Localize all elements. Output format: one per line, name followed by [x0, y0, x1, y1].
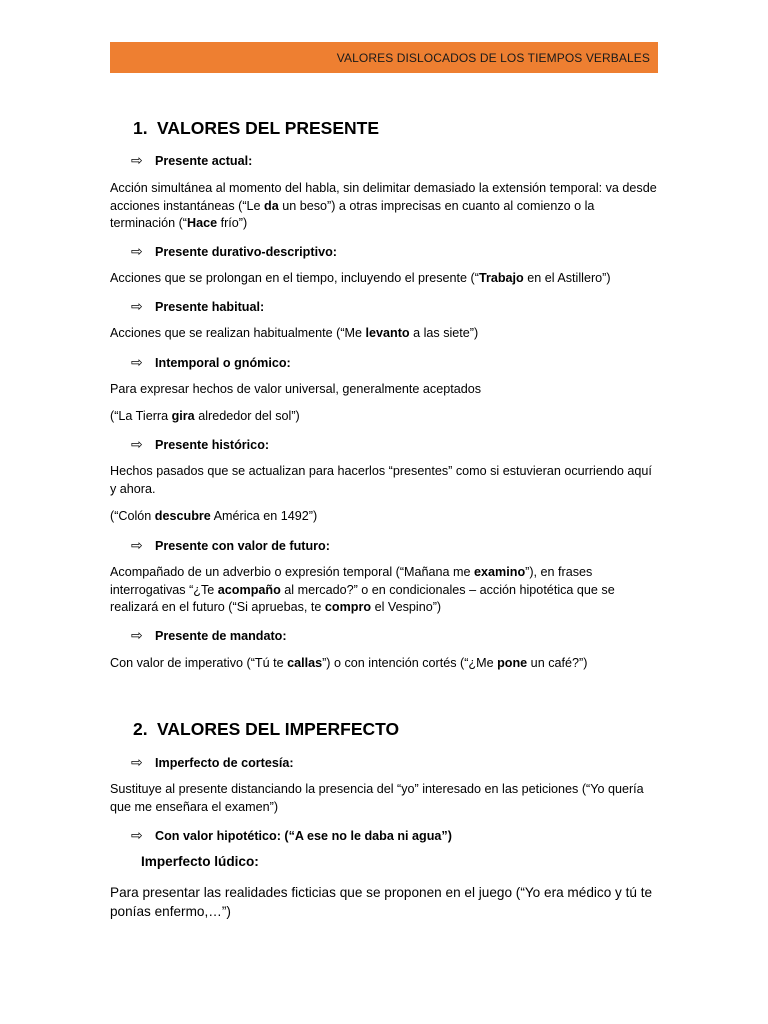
subheading-label: Presente actual:: [155, 154, 253, 168]
document-header-title: VALORES DISLOCADOS DE LOS TIEMPOS VERBALES: [336, 51, 650, 65]
subheading-imperfecto-ludico: Imperfecto lúdico:: [141, 854, 259, 869]
header-bar: [110, 42, 658, 73]
subheading-label: Presente habitual:: [155, 300, 265, 314]
paragraph-gnomico-2: (“La Tierra gira alrededor del sol”): [110, 409, 300, 423]
arrow-icon: ⇨: [131, 354, 143, 370]
subheading-presente-futuro: [131, 537, 330, 554]
subheading-presente-actual: [131, 152, 252, 169]
section-2-number: 2.: [133, 719, 148, 739]
arrow-icon: ⇨: [131, 827, 143, 843]
subheading-valor-hipotetico: [131, 827, 452, 844]
arrow-icon: ⇨: [131, 436, 143, 452]
subheading-label: Presente con valor de futuro:: [155, 539, 330, 553]
subheading-presente-habitual: [131, 298, 264, 315]
section-1-number: 1.: [133, 118, 148, 138]
section-2-title: VALORES DEL IMPERFECTO: [157, 719, 400, 739]
arrow-icon: ⇨: [131, 152, 143, 168]
paragraph-imperfecto-cortesia: Sustituye al presente distanciando la presencia del “yo” interesado en las peticiones (“Yo quería que me enseñara el examen”): [110, 782, 644, 814]
arrow-icon: ⇨: [131, 243, 143, 259]
paragraph-imperfecto-ludico: Para presentar las realidades ficticias que se proponen en el juego (“Yo era médico y tú te ponías enfermo,…”): [110, 885, 653, 919]
arrow-icon: ⇨: [131, 537, 143, 553]
paragraph-historico-2: (“Colón descubre América en 1492”): [110, 509, 318, 523]
subheading-presente-historico: [131, 436, 269, 453]
arrow-icon: ⇨: [131, 754, 143, 770]
section-1-title: VALORES DEL PRESENTE: [157, 118, 380, 138]
paragraph-historico-1: Hechos pasados que se actualizan para hacerlos “presentes” como si estuvieran ocurriendo aquí y ahora.: [110, 464, 652, 496]
arrow-icon: ⇨: [131, 627, 143, 643]
paragraph-gnomico-1: Para expresar hechos de valor universal, generalmente aceptados: [110, 382, 482, 396]
subheading-label: Imperfecto de cortesía:: [155, 756, 294, 770]
section-1-heading: [133, 118, 379, 139]
paragraph-presente-mandato: Con valor de imperativo (“Tú te callas”) o con intención cortés (“¿Me pone un café?”): [110, 656, 588, 670]
subheading-label: Presente histórico:: [155, 438, 270, 452]
subheading-label: Con valor hipotético: (“A ese no le daba ni agua”): [155, 829, 452, 843]
paragraph-presente-durativo: Acciones que se prolongan en el tiempo, incluyendo el presente (“Trabajo en el Astillero”): [110, 271, 611, 285]
section-2-heading: [133, 719, 399, 740]
subheading-presente-mandato: [131, 627, 287, 644]
paragraph-presente-futuro: Acompañado de un adverbio o expresión temporal (“Mañana me examino”), en frases interrogativas “¿Te acompaño al mercado?” o en condicionales – acción hipotética que se realizará en el futuro (“Si apruebas, te compro el Vespino”): [110, 565, 615, 615]
subheading-label: Intemporal o gnómico:: [155, 356, 291, 370]
paragraph-presente-actual: Acción simultánea al momento del habla, sin delimitar demasiado la extensión temporal: va desde acciones instantáneas (“Le da un beso”) a otras imprecisas en cuanto al comienzo o la terminación (“Hace frío”): [110, 181, 657, 231]
subheading-presente-durativo: [131, 243, 337, 260]
subheading-intemporal-gnomico: [131, 354, 291, 371]
paragraph-presente-habitual: Acciones que se realizan habitualmente (“Me levanto a las siete”): [110, 326, 479, 340]
subheading-label: Presente de mandato:: [155, 629, 287, 643]
subheading-label: Presente durativo-descriptivo:: [155, 245, 337, 259]
arrow-icon: ⇨: [131, 298, 143, 314]
subheading-imperfecto-cortesia: [131, 754, 294, 771]
